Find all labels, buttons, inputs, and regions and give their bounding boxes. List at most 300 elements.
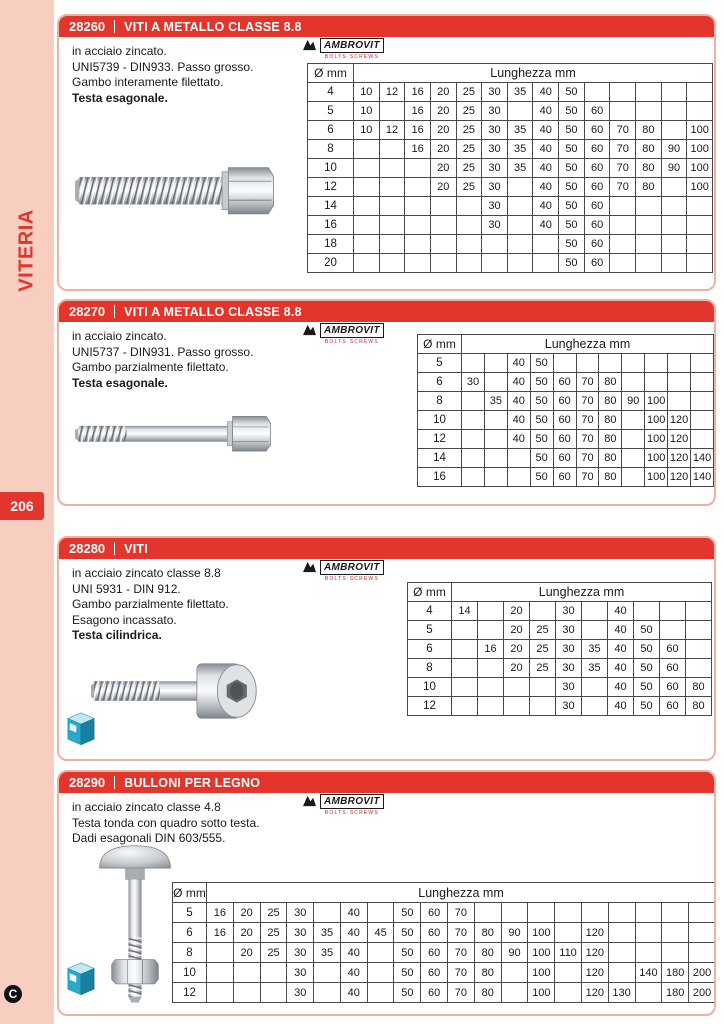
size-row [308, 159, 713, 178]
length-cell: 50 [559, 235, 585, 254]
length-cell [661, 197, 687, 216]
length-cell: 25 [260, 923, 287, 943]
size-row [308, 235, 713, 254]
length-cell [484, 449, 507, 468]
length-cell [501, 963, 528, 983]
length-cell: 30 [556, 621, 582, 640]
length-cell [661, 216, 687, 235]
brand-name: AMBROVIT [320, 794, 384, 809]
length-cell: 60 [421, 983, 448, 1003]
length-cell: 70 [576, 373, 599, 392]
size-row [408, 697, 712, 716]
length-cell: 60 [421, 923, 448, 943]
length-cell: 100 [528, 963, 555, 983]
length-cell: 70 [448, 903, 475, 923]
length-cell [691, 373, 714, 392]
size-row [308, 178, 713, 197]
diameter-cell: 5 [418, 354, 462, 373]
length-cell [622, 373, 645, 392]
length-cell: 50 [559, 197, 585, 216]
header-divider [114, 776, 115, 789]
length-cell: 50 [634, 678, 660, 697]
length-header: Lunghezza mm [207, 883, 716, 903]
length-cell: 100 [687, 121, 713, 140]
length-cell: 50 [394, 903, 421, 923]
length-cell [462, 430, 485, 449]
length-cell: 40 [533, 197, 559, 216]
length-cell [584, 83, 610, 102]
length-cell: 100 [528, 923, 555, 943]
length-cell [462, 468, 485, 487]
length-cell [405, 159, 431, 178]
description-line: in acciaio zincato. [72, 44, 167, 58]
length-cell [507, 254, 533, 273]
length-cell [484, 430, 507, 449]
section-header [59, 301, 714, 322]
length-cell [636, 254, 662, 273]
length-cell: 130 [608, 983, 635, 1003]
length-cell [367, 903, 394, 923]
length-cell [660, 602, 686, 621]
length-cell: 100 [645, 430, 668, 449]
diameter-cell: 12 [418, 430, 462, 449]
length-cell: 12 [379, 121, 405, 140]
product-box-icon [65, 710, 97, 753]
size-row [308, 254, 713, 273]
diameter-cell: 14 [418, 449, 462, 468]
product-image-socket-head-screw [89, 656, 264, 729]
size-row [408, 602, 712, 621]
description-line: Gambo interamente filettato. [72, 75, 224, 89]
length-cell: 30 [287, 903, 314, 923]
description-line: UNI 5931 - DIN 912. [72, 581, 181, 596]
length-cell: 100 [645, 468, 668, 487]
length-header: Lunghezza mm [354, 64, 713, 83]
length-cell: 60 [553, 430, 576, 449]
length-cell: 70 [576, 411, 599, 430]
length-cell: 70 [448, 923, 475, 943]
length-cell [622, 430, 645, 449]
length-cell: 180 [662, 983, 689, 1003]
length-cell [691, 354, 714, 373]
length-cell: 50 [559, 216, 585, 235]
length-cell: 25 [260, 943, 287, 963]
length-cell: 80 [474, 963, 501, 983]
size-row [308, 102, 713, 121]
length-cell: 30 [287, 943, 314, 963]
length-cell: 80 [599, 392, 622, 411]
length-cell: 16 [405, 140, 431, 159]
length-cell: 100 [687, 178, 713, 197]
length-cell [462, 392, 485, 411]
length-cell [582, 678, 608, 697]
length-cell [661, 178, 687, 197]
diameter-cell: 12 [308, 178, 354, 197]
length-cell: 90 [501, 943, 528, 963]
length-cell: 25 [260, 903, 287, 923]
category-label-text: VITERIA [15, 208, 38, 292]
length-cell [691, 392, 714, 411]
length-cell: 20 [233, 903, 260, 923]
size-row [418, 354, 714, 373]
diameter-cell: 4 [408, 602, 452, 621]
length-cell: 70 [610, 159, 636, 178]
length-cell [379, 178, 405, 197]
diameter-cell: 5 [308, 102, 354, 121]
length-cell: 60 [584, 178, 610, 197]
length-cell [367, 943, 394, 963]
length-cell [430, 216, 456, 235]
length-cell [610, 102, 636, 121]
length-cell [582, 602, 608, 621]
length-cell: 80 [599, 430, 622, 449]
length-cell: 140 [691, 449, 714, 468]
size-row [408, 621, 712, 640]
length-cell [686, 640, 712, 659]
diameter-header: Ø mm [173, 883, 207, 903]
length-cell: 20 [430, 140, 456, 159]
size-row [173, 943, 716, 963]
length-cell: 50 [530, 373, 553, 392]
length-cell [636, 216, 662, 235]
page-number-badge: 206 [0, 492, 44, 520]
length-cell: 30 [482, 83, 508, 102]
section-header [59, 16, 714, 37]
length-cell: 40 [533, 102, 559, 121]
length-cell [636, 83, 662, 102]
length-cell [354, 254, 380, 273]
length-cell: 30 [482, 178, 508, 197]
length-cell [456, 197, 482, 216]
length-cell: 30 [556, 659, 582, 678]
diameter-cell: 4 [308, 83, 354, 102]
length-cell: 30 [287, 923, 314, 943]
length-cell [634, 602, 660, 621]
table-header-row [173, 883, 716, 903]
length-cell [686, 659, 712, 678]
description-line-bold: Testa esagonale. [72, 375, 168, 390]
length-cell: 40 [533, 83, 559, 102]
length-cell: 35 [507, 83, 533, 102]
length-header: Lunghezza mm [462, 335, 714, 354]
length-cell: 40 [507, 354, 530, 373]
product-image-carriage-bolt [93, 842, 177, 1011]
length-cell: 35 [582, 640, 608, 659]
product-section [57, 14, 716, 291]
length-cell [379, 254, 405, 273]
length-cell [622, 468, 645, 487]
length-cell: 20 [430, 102, 456, 121]
diameter-cell: 10 [418, 411, 462, 430]
length-cell [478, 602, 504, 621]
length-cell: 30 [482, 140, 508, 159]
length-cell: 60 [660, 659, 686, 678]
product-title: BULLONI PER LEGNO [124, 775, 261, 790]
diameter-cell: 20 [308, 254, 354, 273]
length-cell [379, 140, 405, 159]
length-cell: 20 [504, 602, 530, 621]
length-cell [687, 216, 713, 235]
length-cell [528, 903, 555, 923]
diameter-cell: 8 [173, 943, 207, 963]
length-cell [608, 903, 635, 923]
length-cell: 90 [501, 923, 528, 943]
length-cell: 30 [482, 102, 508, 121]
length-cell [207, 983, 234, 1003]
length-cell: 20 [430, 83, 456, 102]
length-cell: 14 [452, 602, 478, 621]
length-cell: 40 [533, 216, 559, 235]
length-cell: 60 [660, 678, 686, 697]
length-cell [530, 697, 556, 716]
brand-tagline: BOLTS·SCREWS [324, 54, 379, 60]
length-cell: 40 [533, 121, 559, 140]
description-line: UNI5737 - DIN931. Passo grosso. [72, 344, 254, 359]
length-cell [507, 468, 530, 487]
length-cell [691, 411, 714, 430]
length-cell: 80 [636, 159, 662, 178]
length-cell: 80 [686, 697, 712, 716]
length-cell [687, 235, 713, 254]
length-cell [608, 943, 635, 963]
length-cell: 25 [530, 659, 556, 678]
length-cell: 60 [584, 121, 610, 140]
length-cell [233, 963, 260, 983]
length-cell [478, 621, 504, 640]
size-row [418, 468, 714, 487]
product-title: VITI [124, 541, 148, 556]
size-row [408, 659, 712, 678]
length-cell: 25 [456, 102, 482, 121]
length-cell [530, 678, 556, 697]
size-table [417, 334, 714, 487]
length-cell: 80 [599, 449, 622, 468]
size-row [308, 140, 713, 159]
length-cell [484, 354, 507, 373]
diameter-cell: 5 [408, 621, 452, 640]
length-cell [478, 697, 504, 716]
product-code: 28280 [69, 541, 106, 556]
length-cell: 50 [559, 178, 585, 197]
length-cell: 30 [556, 697, 582, 716]
length-cell: 30 [482, 216, 508, 235]
length-cell: 30 [482, 159, 508, 178]
description-line: UNI5739 - DIN933. Passo grosso. [72, 59, 254, 74]
length-cell [610, 254, 636, 273]
length-cell [484, 468, 507, 487]
length-cell: 30 [556, 640, 582, 659]
length-cell: 50 [394, 963, 421, 983]
length-cell: 80 [474, 923, 501, 943]
length-cell: 80 [474, 983, 501, 1003]
length-cell [668, 392, 691, 411]
length-cell: 20 [504, 640, 530, 659]
length-cell [507, 235, 533, 254]
length-cell: 50 [559, 102, 585, 121]
length-cell: 40 [533, 159, 559, 178]
length-cell: 40 [608, 659, 634, 678]
length-cell: 20 [504, 621, 530, 640]
length-cell: 70 [610, 121, 636, 140]
table-header-row [418, 335, 714, 354]
length-cell: 45 [367, 923, 394, 943]
length-cell: 50 [530, 392, 553, 411]
length-cell: 70 [448, 963, 475, 983]
size-row [408, 640, 712, 659]
length-cell [691, 430, 714, 449]
length-cell: 50 [530, 354, 553, 373]
length-cell: 50 [530, 411, 553, 430]
length-cell: 16 [207, 903, 234, 923]
length-cell: 30 [287, 963, 314, 983]
length-cell [456, 254, 482, 273]
length-cell [635, 903, 662, 923]
length-cell: 60 [421, 963, 448, 983]
ambrovit-mark-icon [302, 323, 317, 336]
size-row [308, 197, 713, 216]
length-cell: 100 [645, 411, 668, 430]
description-line: in acciaio zincato classe 4.8 [72, 800, 221, 814]
diameter-cell: 10 [173, 963, 207, 983]
length-cell [462, 411, 485, 430]
length-cell: 40 [340, 983, 367, 1003]
length-cell [354, 216, 380, 235]
length-cell: 40 [507, 430, 530, 449]
length-cell [582, 621, 608, 640]
length-cell [207, 963, 234, 983]
product-image-hex-bolt-partial-thread [73, 407, 283, 465]
length-cell: 16 [405, 83, 431, 102]
length-cell: 70 [576, 449, 599, 468]
brand-tagline: BOLTS·SCREWS [324, 810, 379, 816]
length-cell [668, 354, 691, 373]
length-cell: 40 [507, 392, 530, 411]
length-cell: 30 [287, 983, 314, 1003]
length-cell [687, 83, 713, 102]
length-cell: 60 [660, 697, 686, 716]
length-cell: 60 [584, 254, 610, 273]
length-cell: 60 [553, 373, 576, 392]
length-cell [354, 178, 380, 197]
size-row [418, 392, 714, 411]
length-cell: 40 [340, 923, 367, 943]
length-cell: 35 [507, 140, 533, 159]
length-cell [668, 373, 691, 392]
length-cell: 50 [634, 640, 660, 659]
diameter-cell: 12 [173, 983, 207, 1003]
length-cell [478, 678, 504, 697]
length-cell: 100 [528, 983, 555, 1003]
length-cell: 60 [584, 102, 610, 121]
length-cell [379, 197, 405, 216]
length-cell [379, 216, 405, 235]
length-cell: 70 [576, 392, 599, 411]
length-cell: 35 [507, 121, 533, 140]
length-cell [379, 159, 405, 178]
length-cell [314, 983, 341, 1003]
length-cell: 40 [533, 178, 559, 197]
length-cell: 90 [661, 140, 687, 159]
category-label [0, 185, 54, 315]
product-description [72, 329, 253, 391]
diameter-cell: 10 [308, 159, 354, 178]
size-row [418, 411, 714, 430]
length-cell: 200 [689, 963, 716, 983]
length-cell [452, 659, 478, 678]
length-cell [661, 235, 687, 254]
diameter-cell: 8 [308, 140, 354, 159]
length-cell: 40 [608, 697, 634, 716]
length-cell: 50 [394, 923, 421, 943]
length-cell: 20 [233, 943, 260, 963]
size-table [407, 582, 712, 716]
size-row [308, 83, 713, 102]
length-cell: 80 [636, 121, 662, 140]
length-cell [635, 943, 662, 963]
description-line: in acciaio zincato classe 8.8 [72, 566, 221, 580]
description-line: in acciaio zincato. [72, 329, 167, 343]
length-cell: 140 [635, 963, 662, 983]
product-description [72, 566, 229, 644]
product-code: 28260 [69, 19, 106, 34]
length-cell [504, 678, 530, 697]
section-header [59, 538, 714, 559]
length-cell: 50 [634, 697, 660, 716]
length-cell [686, 602, 712, 621]
diameter-cell: 8 [408, 659, 452, 678]
length-cell [622, 449, 645, 468]
length-cell [452, 697, 478, 716]
ambrovit-logo [302, 794, 384, 816]
product-section [57, 770, 716, 1016]
ambrovit-mark-icon [302, 38, 317, 51]
size-row [418, 449, 714, 468]
length-cell: 70 [448, 983, 475, 1003]
length-cell [582, 697, 608, 716]
length-cell [314, 963, 341, 983]
length-cell: 20 [430, 178, 456, 197]
length-cell [314, 903, 341, 923]
length-cell: 40 [507, 373, 530, 392]
length-cell [608, 923, 635, 943]
length-cell [581, 903, 608, 923]
length-cell [553, 354, 576, 373]
length-cell [482, 235, 508, 254]
length-cell: 25 [456, 83, 482, 102]
length-cell [405, 197, 431, 216]
length-cell: 60 [553, 392, 576, 411]
length-cell: 60 [421, 903, 448, 923]
length-cell: 140 [691, 468, 714, 487]
length-cell: 120 [581, 923, 608, 943]
length-cell [661, 254, 687, 273]
length-cell [686, 621, 712, 640]
length-cell [462, 449, 485, 468]
length-cell [354, 197, 380, 216]
length-cell: 60 [421, 943, 448, 963]
length-cell [610, 197, 636, 216]
length-cell [260, 963, 287, 983]
length-cell [405, 254, 431, 273]
ambrovit-logo [302, 560, 384, 582]
length-cell: 50 [394, 983, 421, 1003]
length-cell: 180 [662, 963, 689, 983]
length-cell: 60 [584, 216, 610, 235]
length-cell [645, 373, 668, 392]
length-cell [430, 235, 456, 254]
length-cell: 70 [576, 468, 599, 487]
size-row [173, 983, 716, 1003]
